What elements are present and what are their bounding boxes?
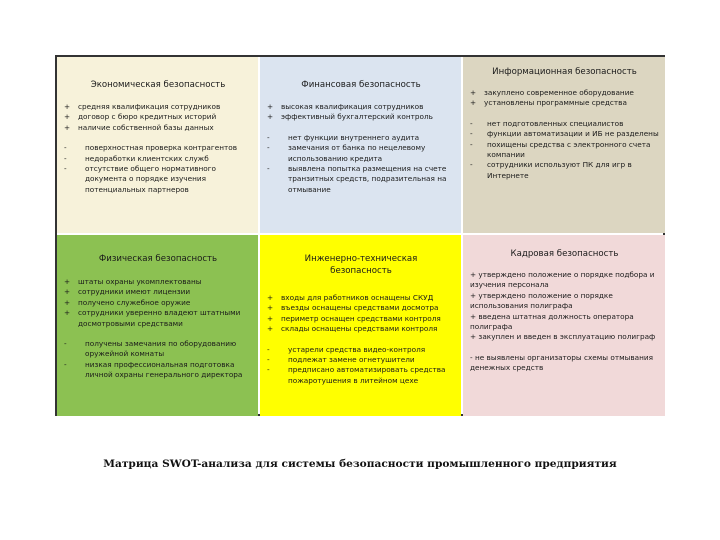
- list-item: - сотрудники используют ПК для игр в Интернете: [470, 160, 632, 180]
- list-item: - замечания от банка по нецелевому использованию кредита: [267, 143, 426, 163]
- list-item: + эффективный бухгалтерский контроль: [267, 112, 433, 122]
- strengths-list: [470, 270, 659, 343]
- weaknesses-list: [64, 143, 252, 195]
- strengths-list: [470, 88, 659, 109]
- list-item: + периметр оснащен средствами контроля: [267, 313, 441, 323]
- list-item: + утверждено положение о порядке подбора и изучения персонала: [470, 270, 655, 290]
- list-item: - получены замечания по оборудованию оружейной комнаты: [64, 339, 237, 359]
- weaknesses-list: [470, 353, 659, 374]
- list-item: - подлежат замене огнетушители: [267, 355, 415, 365]
- list-item: + склады оснащены средствами контроля: [267, 324, 438, 334]
- list-item: - нет подготовленных специалистов: [470, 118, 624, 128]
- cell-title: Экономическая безопасность: [90, 80, 226, 90]
- list-item: + въезды оснащены средствами досмотра: [267, 303, 439, 313]
- list-item: + средняя квалификация сотрудников: [64, 102, 221, 111]
- list-item: - низкая профессиональная подготовка личной охраны генерального директора: [64, 359, 243, 380]
- weaknesses-list: [64, 339, 252, 381]
- list-item: - устарели средства видео-контроля: [267, 344, 426, 354]
- weaknesses-list: [267, 345, 455, 387]
- strengths-list: [64, 277, 252, 329]
- swot-matrix: [55, 55, 665, 416]
- strengths-list: [267, 102, 455, 123]
- list-item: - нет функции внутреннего аудита: [267, 132, 420, 142]
- list-item: + штаты охраны укомплектованы: [64, 277, 202, 286]
- list-item: - похищены средства с электронного счета компании: [470, 139, 651, 160]
- list-item: + высокая квалификация сотрудников: [267, 102, 424, 111]
- list-item: - выявлена попытка размещения на счете транзитных средств, подразительная на отмывание: [267, 164, 447, 194]
- cell-physical-security: [57, 235, 258, 416]
- list-item: + сотрудники уверенно владеют штатными досмотровыми средствами: [64, 308, 241, 328]
- cell-economic-security: [57, 57, 258, 233]
- list-item: - функции автоматизации и ИБ не разделены: [470, 129, 659, 139]
- strengths-list: [267, 293, 455, 335]
- list-item: + получено служебное оружие: [64, 297, 191, 307]
- cell-title: Информационная безопасность: [492, 67, 637, 77]
- cell-personnel-security: [463, 235, 665, 416]
- cell-title: Финансовая безопасность: [301, 80, 421, 90]
- list-item: - не выявлены организаторы схемы отмывания денежных средств: [470, 352, 654, 373]
- list-item: + установлены программные средства: [470, 98, 627, 108]
- list-item: - недоработки клиентских служб: [64, 153, 209, 163]
- cell-information-security: [463, 57, 665, 233]
- weaknesses-list: [267, 133, 455, 195]
- cell-title: Кадровая безопасность: [510, 249, 619, 259]
- list-item: + сотрудники имеют лицензии: [64, 287, 191, 297]
- list-item: - поверхностная проверка контрагентов: [64, 143, 238, 153]
- list-item: - отсутствие общего нормативного документа о порядке изучения потенциальных партнеров: [64, 164, 217, 194]
- cell-financial-security: [260, 57, 461, 233]
- list-item: + закуплен и введен в эксплуатацию полиграф: [470, 332, 656, 342]
- list-item: + договор с бюро кредитных историй: [64, 112, 217, 122]
- list-item: + закуплено современное оборудование: [470, 88, 634, 97]
- list-item: + утверждено положение о порядке использования полиграфа: [470, 290, 613, 311]
- strengths-list: [64, 102, 252, 133]
- list-item: - предписано автоматизировать средства пожаротушения в литейном цехе: [267, 365, 446, 385]
- list-item: + входы для работников оснащены СКУД: [267, 293, 434, 302]
- list-item: + введена штатная должность оператора полиграфа: [470, 311, 634, 332]
- cell-engineering-security: [260, 235, 461, 416]
- list-item: + наличие собственной базы данных: [64, 122, 214, 132]
- cell-title: Инженерно-техническая безопасность: [304, 254, 418, 276]
- figure-caption: Матрица SWOT-анализа для системы безопасности промышленного предприятия: [103, 458, 617, 470]
- weaknesses-list: [470, 119, 659, 181]
- cell-title: Физическая безопасность: [98, 254, 218, 264]
